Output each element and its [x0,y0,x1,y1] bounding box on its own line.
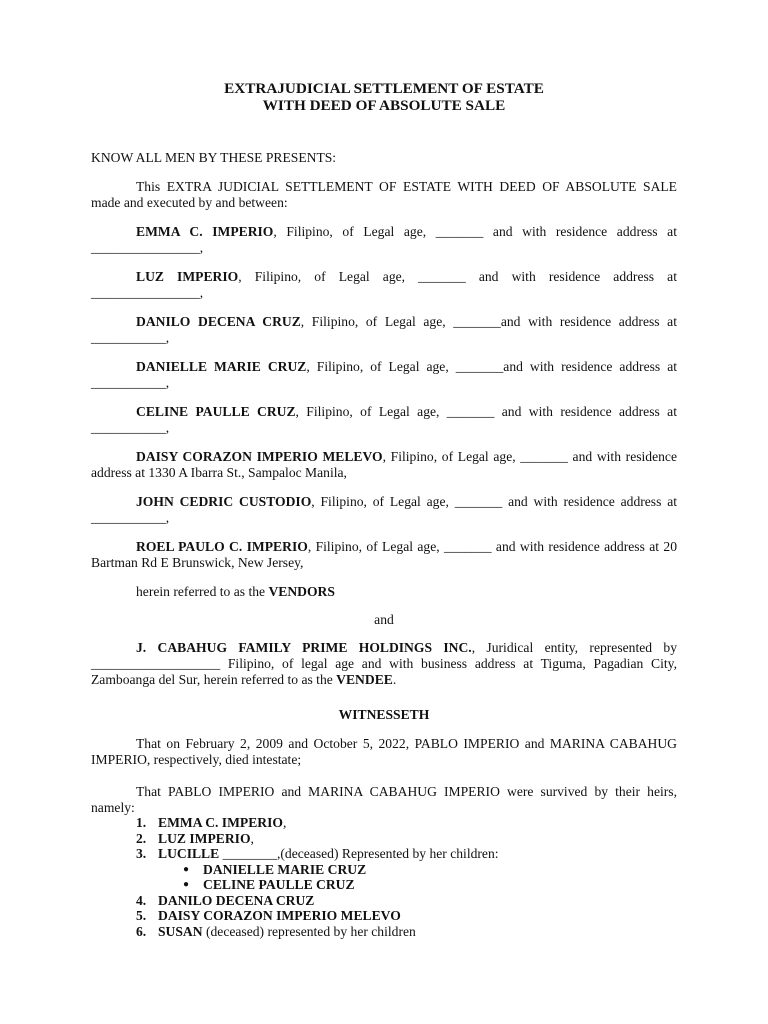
heir-name: LUCILLE [158,846,220,861]
vendee-name: J. CABAHUG FAMILY PRIME HOLDINGS INC. [136,640,472,655]
list-item [91,924,677,940]
party-paragraph [91,449,677,481]
list-item [91,831,677,847]
heir-note: ________,(deceased) Represented by her children: [219,846,499,861]
party-paragraph [91,224,677,256]
party-name: JOHN CEDRIC CUSTODIO [136,494,312,509]
title-line-2: WITH DEED OF ABSOLUTE SALE [262,97,506,114]
heirs-list [91,815,677,939]
vendors-prefix: herein referred to as the [136,584,269,599]
child-name: CELINE PAULLE CRUZ [203,877,355,892]
vendors-line [91,584,677,600]
witnesseth-heading: WITNESSETH [338,707,430,722]
list-item [91,862,677,878]
party-details: , Filipino, of Legal age, _______ and with residence address at 1330 A Ibarra St., Sampaloc Manila, [91,449,677,480]
and-separator: and [374,612,394,627]
list-number: 5. [136,908,147,923]
party-details: , Filipino, of Legal age, _______and with residence address at ___________, [91,359,677,390]
party-paragraph [91,494,677,526]
list-number: 3. [136,846,147,861]
vendee-term: VENDEE [336,672,393,687]
list-number: 4. [136,892,147,908]
heir-name: DANILO DECENA CRUZ [158,892,315,908]
party-paragraph [91,314,677,346]
party-name: EMMA C. IMPERIO [136,224,274,239]
party-details: , Filipino, of Legal age, _______ and with residence address at ___________, [91,404,677,435]
party-name: DANILO DECENA CRUZ [136,314,301,329]
heir-name: LUZ IMPERIO [158,830,251,846]
party-name: CELINE PAULLE CRUZ [136,404,296,419]
party-name: LUZ IMPERIO [136,269,239,284]
death-paragraph: That on February 2, 2009 and October 5, 2022, PABLO IMPERIO and MARINA CABAHUG IMPERIO, respectively, died intestate; [91,736,677,767]
party-name: DAISY CORAZON IMPERIO MELEVO [136,449,383,464]
party-name: DANIELLE MARIE CRUZ [136,359,307,374]
heir-note: , [282,815,287,830]
document-body [91,80,677,939]
list-item [91,815,677,831]
party-details: , Filipino, of Legal age, _______ and with residence address at ________________, [91,224,677,255]
bullet-icon: ● [183,863,190,875]
party-paragraph [91,404,677,436]
party-paragraph [91,539,677,571]
heir-note: (deceased) represented by her children [202,923,416,939]
party-name: ROEL PAULO C. IMPERIO [136,539,308,554]
list-item [91,908,677,924]
vendee-paragraph [91,640,677,688]
list-number: 2. [136,830,147,846]
party-details: , Filipino, of Legal age, _______ and with residence address at ________________, [91,269,677,300]
parties-list [91,224,677,571]
list-item [91,877,677,893]
list-item [91,846,677,862]
vendee-end: . [392,672,397,687]
list-item [91,893,677,909]
document-title [91,80,677,114]
title-line-1: EXTRAJUDICIAL SETTLEMENT OF ESTATE [224,80,544,97]
list-number: 6. [136,923,147,939]
heir-name: DAISY CORAZON IMPERIO MELEVO [158,908,401,923]
party-paragraph [91,359,677,391]
preamble-paragraph: This EXTRA JUDICIAL SETTLEMENT OF ESTATE WITH DEED OF ABSOLUTE SALE made and executed by and between: [91,179,677,210]
party-details: , Filipino, of Legal age, _______and with residence address at ___________, [91,314,677,345]
vendors-term: VENDORS [268,584,335,599]
child-name: DANIELLE MARIE CRUZ [203,861,367,877]
heir-name: SUSAN [158,923,203,939]
heir-name: EMMA C. IMPERIO [158,815,283,830]
intro-line: KNOW ALL MEN BY THESE PRESENTS: [91,150,337,165]
party-details: , Filipino, of Legal age, _______ and with residence address at ___________, [91,494,677,525]
heirs-paragraph: That PABLO IMPERIO and MARINA CABAHUG IMPERIO were survived by their heirs, namely: [91,784,677,815]
heir-note: , [250,830,254,846]
party-paragraph [91,269,677,301]
party-details: , Filipino, of Legal age, _______ and with residence address at 20 Bartman Rd E Brunswick, New Jersey, [91,539,677,570]
vendee-details: , Juridical entity, represented by ___________________ Filipino, of legal age and with business address at Tiguma, Pagadian City, Zamboanga del Sur, herein referred to as the [91,640,677,687]
list-number: 1. [136,815,147,830]
bullet-icon: ● [183,879,190,890]
